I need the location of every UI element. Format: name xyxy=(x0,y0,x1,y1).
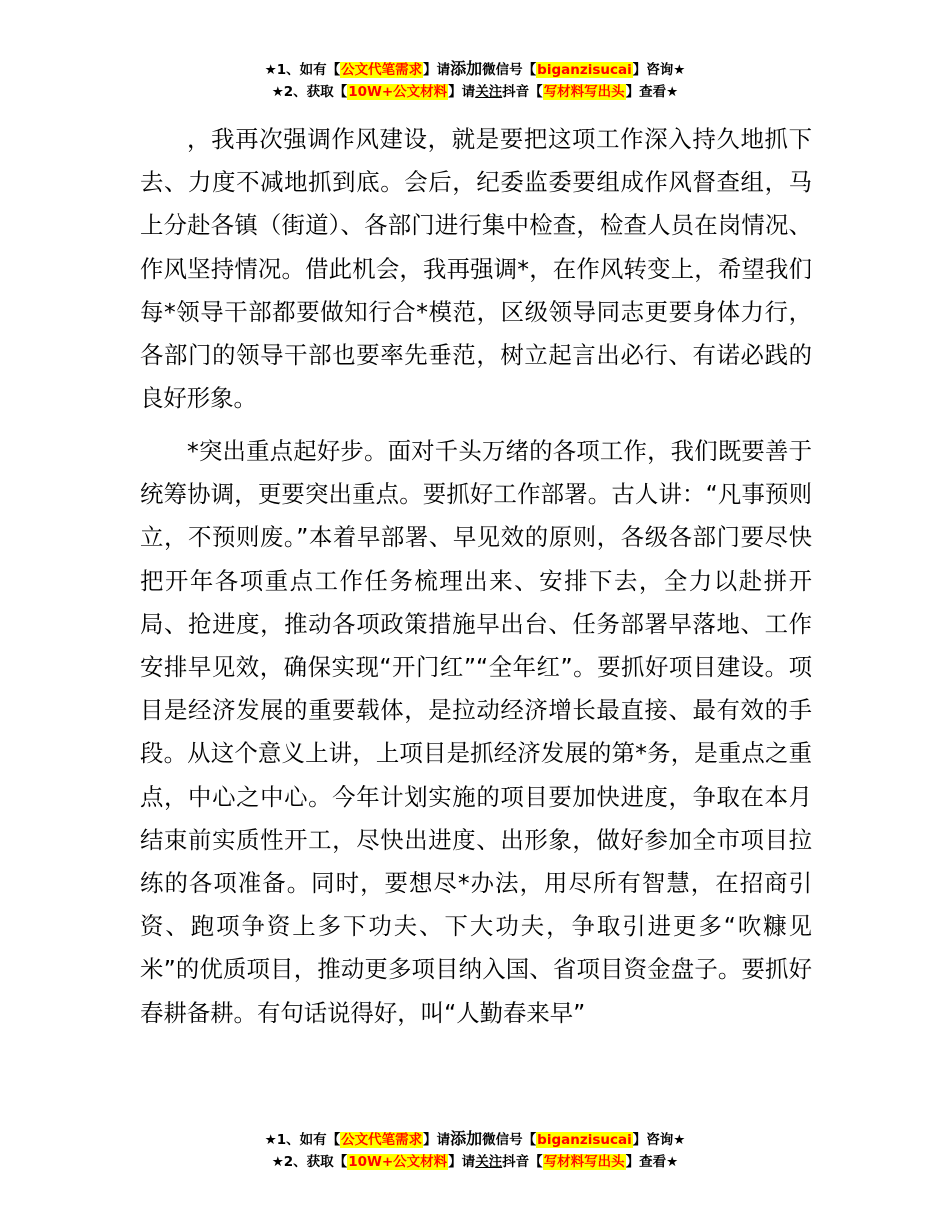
highlight-douyin-account: 写材料写出头 xyxy=(543,84,625,100)
banner-text: 】请 xyxy=(448,1154,476,1170)
banner-text: 抖音【 xyxy=(502,84,543,100)
banner-underline: 关注 xyxy=(475,84,503,100)
banner-text: 】查看★ xyxy=(625,1154,679,1170)
banner-text: ★1、如有【 xyxy=(264,1132,341,1148)
paragraph-style-building: ，我再次强调作风建设，就是要把这项工作深入持久地抓下去、力度不减地抓到底。会后，纪委监委要组成作风督查组，马上分赴各镇（街道）、各部门进行集中检查，检查人员在岗情况、作风坚持情况。借此机会，我再强调*，在作风转变上，希望我们每*领导干部都要做知行合*模范，区级领导同志更要身体力行，各部门的领导干部也要率先垂范，树立起言出必行、有诺必践的良好形象。 xyxy=(140,125,812,413)
banner-text: ★1、如有【 xyxy=(264,62,341,78)
document-body-section-1 xyxy=(140,118,812,420)
banner-line-1 xyxy=(0,1128,950,1151)
banner-text: 】查看★ xyxy=(625,84,679,100)
banner-line-1 xyxy=(0,58,950,81)
banner-text: ★2、获取【 xyxy=(271,1154,348,1170)
banner-emphasis: 添加 xyxy=(450,1129,483,1148)
footer-banner xyxy=(0,1128,950,1173)
paragraph-key-priorities: *突出重点起好步。面对千头万绪的各项工作，我们既要善于统筹协调，更要突出重点。要抓好工作部署。古人讲：“凡事预则立，不预则废。”本着早部署、早见效的原则，各级各部门要尽快把开年各项重点工作任务梳理出来、安排下去，全力以赴拼开局、抢进度，推动各项政策措施早出台、任务部署早落地、工作安排早见效，确保实现“开门红”“全年红”。要抓好项目建设。项目是经济发展的重要载体，是拉动经济增长最直接、最有效的手段。从这个意义上讲，上项目是抓经济发展的第*务，是重点之重点，中心之中心。今年计划实施的项目要加快进度，争取在本月结束前实质性开工，尽快出进度、出形象，做好参加全市项目拉练的各项准备。同时，要想尽*办法，用尽所有智慧，在招商引资、跑项争资上多下功夫、下大功夫，争取引进更多“吹糠见米”的优质项目，推动更多项目纳入国、省项目资金盘子。要抓好春耕备耕。有句话说得好，叫“人勤春来早” xyxy=(140,437,812,1027)
banner-text: 】请 xyxy=(448,84,476,100)
banner-text: 微信号【 xyxy=(482,1132,537,1148)
banner-text: 】咨询★ xyxy=(632,62,686,78)
banner-text: 】咨询★ xyxy=(632,1132,686,1148)
highlight-wechat-id: biganzisucai xyxy=(537,62,632,78)
highlight-materials: 10W+公文材料 xyxy=(348,84,448,100)
highlight-materials: 10W+公文材料 xyxy=(348,1154,448,1170)
highlight-wechat-id: biganzisucai xyxy=(537,1132,632,1148)
highlight-service: 公文代笔需求 xyxy=(341,1132,423,1148)
banner-text: ★2、获取【 xyxy=(271,84,348,100)
banner-text: 】请 xyxy=(423,1132,451,1148)
banner-line-2 xyxy=(0,81,950,103)
banner-underline: 关注 xyxy=(475,1154,503,1170)
highlight-douyin-account: 写材料写出头 xyxy=(543,1154,625,1170)
banner-text: 微信号【 xyxy=(482,62,537,78)
banner-line-2 xyxy=(0,1151,950,1173)
document-body-section-2 xyxy=(140,430,812,1035)
banner-text: 】请 xyxy=(423,62,451,78)
highlight-service: 公文代笔需求 xyxy=(341,62,423,78)
header-banner xyxy=(0,58,950,103)
banner-emphasis: 添加 xyxy=(450,59,483,78)
banner-text: 抖音【 xyxy=(502,1154,543,1170)
